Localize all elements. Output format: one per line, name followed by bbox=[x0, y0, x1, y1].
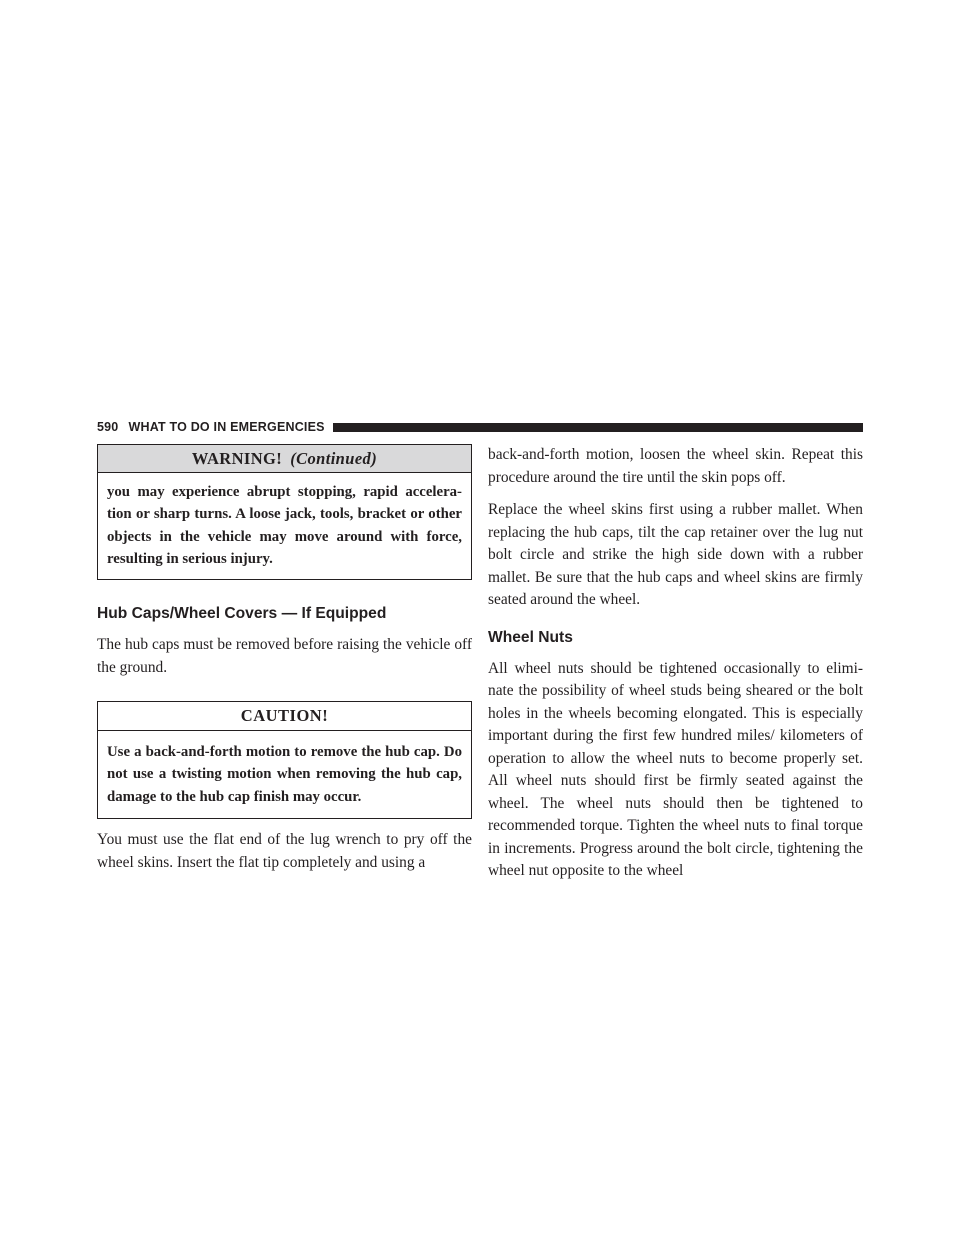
caution-text: Use a back-and-forth motion to remove the hub cap. Do not use a twisting motion when removing the hub cap, damage to the hub cap finish may occur. bbox=[107, 744, 462, 805]
warning-text: you may experience abrupt stopping, rapid accelera-tion or sharp turns. A loose jack, tools, bracket or other objects in the vehicle may move around with force, resulting in serious injury. bbox=[107, 484, 462, 567]
warning-box bbox=[97, 444, 472, 580]
wheel-nuts-heading: Wheel Nuts bbox=[488, 628, 573, 646]
caution-header bbox=[98, 702, 471, 731]
page-number: 590 bbox=[97, 420, 119, 434]
caution-box bbox=[97, 701, 472, 819]
hub-caps-paragraph: The hub caps must be removed before raising the vehicle off the ground. bbox=[97, 636, 472, 676]
page-header bbox=[97, 418, 863, 436]
section-title: WHAT TO DO IN EMERGENCIES bbox=[128, 420, 325, 434]
replace-paragraph: Replace the wheel skins first using a rubber mallet. When replacing the hub caps, tilt the cap retainer over the lug nut bolt circle and strike the high side down with a rubber mallet. Be sure that the hub caps and wheel skins are firmly seated around the wheel. bbox=[488, 501, 863, 608]
warning-header bbox=[98, 445, 471, 473]
caution-title: CAUTION! bbox=[240, 706, 329, 726]
continuation-paragraph: back-and-forth motion, loosen the wheel skin. Repeat this procedure around the tire until the skin pops off. bbox=[488, 446, 863, 486]
lug-wrench-paragraph: You must use the flat end of the lug wrench to pry off the wheel skins. Insert the flat tip completely and using a bbox=[97, 831, 472, 871]
warning-title: WARNING! bbox=[191, 448, 283, 468]
hub-caps-heading: Hub Caps/Wheel Covers — If Equipped bbox=[97, 605, 387, 623]
left-column bbox=[97, 444, 472, 874]
wheel-nuts-paragraph: All wheel nuts should be tightened occasionally to elimi-nate the possibility of wheel studs being sheared or the bolt holes in the wheels becoming elongated. This is especially important during the first few hundred miles/ kilometers of operation to allow the wheel nuts to become properly set. All wheel nuts should first be firmly seated against the wheel. The wheel nuts should then be tightened to recommended torque. Tighten the wheel nuts to final torque in increments. Progress around the bolt circle, tightening the wheel nut opposite to the wheel bbox=[488, 659, 863, 879]
warning-continued-label: (Continued) bbox=[290, 448, 378, 468]
right-column bbox=[488, 444, 863, 883]
header-rule bbox=[333, 423, 863, 432]
